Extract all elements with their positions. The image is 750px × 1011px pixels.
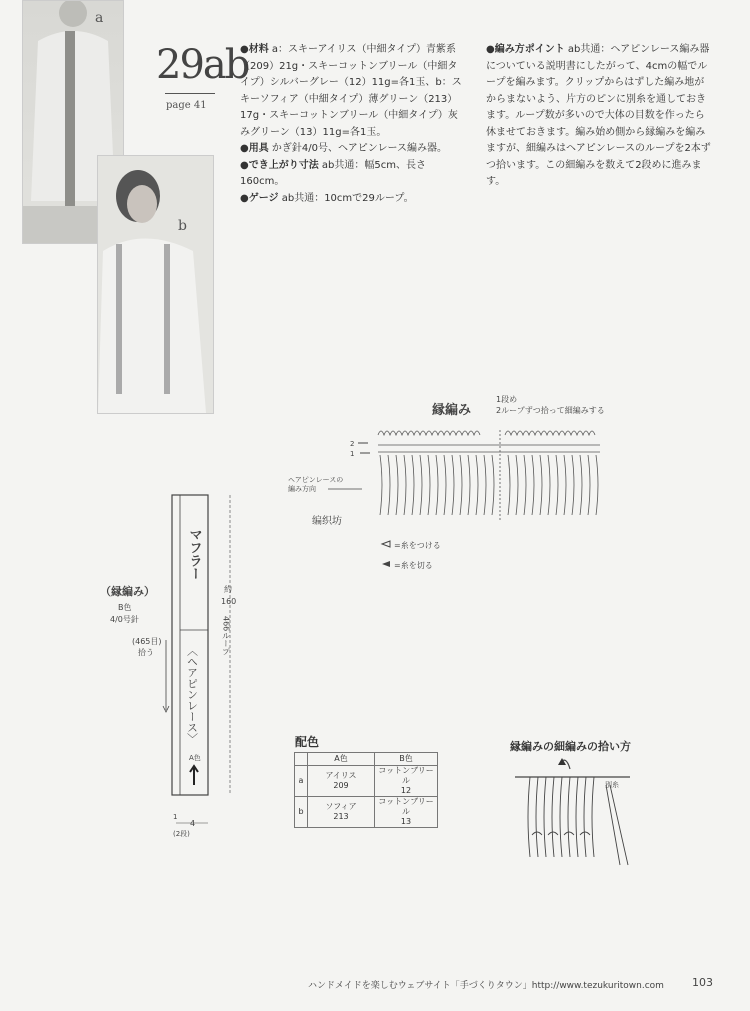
width-value: 4 [190,819,196,828]
size-section [240,158,465,191]
pickup-label: 拾う [138,648,154,657]
gauge-section [240,191,465,208]
edge-rows-count: 1 [173,813,178,821]
pickup-arrow-head [558,758,566,765]
edging-hook: 4/0号針 [110,615,139,624]
muffler-label: マフラー [186,528,202,580]
a-yarn: ソフィア 213 [308,797,375,828]
header-empty [295,753,308,766]
gauge-heading: ●ゲージ [240,192,279,204]
row-id: b [295,797,308,828]
tools-section [240,141,465,158]
hairpin-label: 〈ヘアピンレース〉 [185,645,199,744]
points-text: ab共通：ヘアピンレース編み器についている説明書にしたがって、4cmの幅でループを編みます。クリップからはずした編み地がからまないよう、片方のピンに別糸を通しておきます。ループ数が多いので大体の目数を作ったら休ませておきます。編み始め側から縁編みを編みますが、細編みはヘアピンレースのループを2本ずつ拾います。この細編みを数えて2段めに進みます。 [486,44,711,187]
materials-text: a：スキーアイリス（中細タイプ）青紫系（209）21g・スキーコットンブリール（中細タイプ）シルバーグレー（12）11g=各1玉、b：スキーソフィア（中細タイプ）薄グリーン（213）17g・スキーコットンブリール（中細タイプ）灰みグリーン（13）11g=各1玉。 [240,44,462,138]
legend-cut-text: =糸を切る [394,561,433,570]
points-heading: ●編み方ポイント [486,44,565,55]
materials-heading: ●材料 [240,44,269,55]
legend-cut-symbol [382,561,390,567]
pickup-diagram [510,755,640,880]
hairpin-direction-label-1: ヘアピンレースの [288,476,344,484]
watermark: 编织坊 [312,516,342,527]
edging-row2-number: 2 [350,440,355,448]
legend-join-text: =糸をつける [394,541,441,550]
direction-arrow [190,766,198,785]
color-row-a [295,766,438,797]
color-table-header [295,753,438,766]
pickup-loops [528,760,628,865]
page-number: 103 [692,976,713,989]
tools-text: かぎ針4/0号、ヘアピンレース編み器。 [271,143,447,154]
size-heading: ●でき上がり寸法 [240,159,319,171]
tools-heading: ●用具 [240,143,269,154]
edging-label: （縁編み） [100,585,155,598]
legend-join-symbol [382,541,390,547]
pickup-diagram-title: 縁編みの細編みの拾い方 [510,740,631,753]
photo-b-figure [98,156,213,413]
edging-loops [378,430,600,520]
color-row-b [295,797,438,828]
a-yarn: アイリス 209 [308,766,375,797]
edge-rows-label: (2段) [173,830,190,838]
points-section [486,42,711,191]
edging-stitch-diagram [280,390,620,580]
edging-row1-number: 1 [350,450,355,458]
thread-label: 別糸 [605,781,619,789]
size-text: ab共通：幅5cm、長さ160cm。 [240,159,426,187]
pattern-number: 29ab [156,42,249,88]
gauge-text: ab共通：10cmで29ループ。 [281,192,414,204]
length-approx: 約 [224,585,232,594]
page-reference: page 41 [166,100,207,111]
edging-note-row1: 1段め [496,395,518,404]
color-table-title: 配色 [295,735,320,749]
color-table [294,752,438,828]
length-cm: 160 [221,597,237,606]
pattern-number-rule [165,93,215,94]
b-yarn: コットンブリール 13 [375,797,438,828]
edging-note-pickup: 2ループずつ拾って細編みする [496,406,605,415]
photo-b-label: b [178,218,187,234]
materials-tools-block [240,42,465,207]
photo-a-label: a [95,10,104,26]
length-loops: 466ループ [221,616,231,656]
header-a-color: A色 [308,753,375,766]
scarf-schematic [80,480,280,840]
row-arrows [358,443,370,453]
footer-text: ハンドメイドを楽しむウェブサイト「手づくりタウン」http://www.tezukuritown.com [308,981,664,991]
header-b-color: B色 [375,753,438,766]
row-id: a [295,766,308,797]
materials-section [240,42,465,141]
edging-title: 縁編み [432,403,472,418]
b-yarn: コットンブリール 12 [375,766,438,797]
hairpin-direction-label-2: 編み方向 [288,485,316,493]
pickup-count: (465目) [132,637,162,646]
edging-color: B色 [118,603,132,612]
a-color-label: A色 [189,754,201,762]
photo-model-b [97,155,214,414]
pickup-arrow [163,640,169,712]
